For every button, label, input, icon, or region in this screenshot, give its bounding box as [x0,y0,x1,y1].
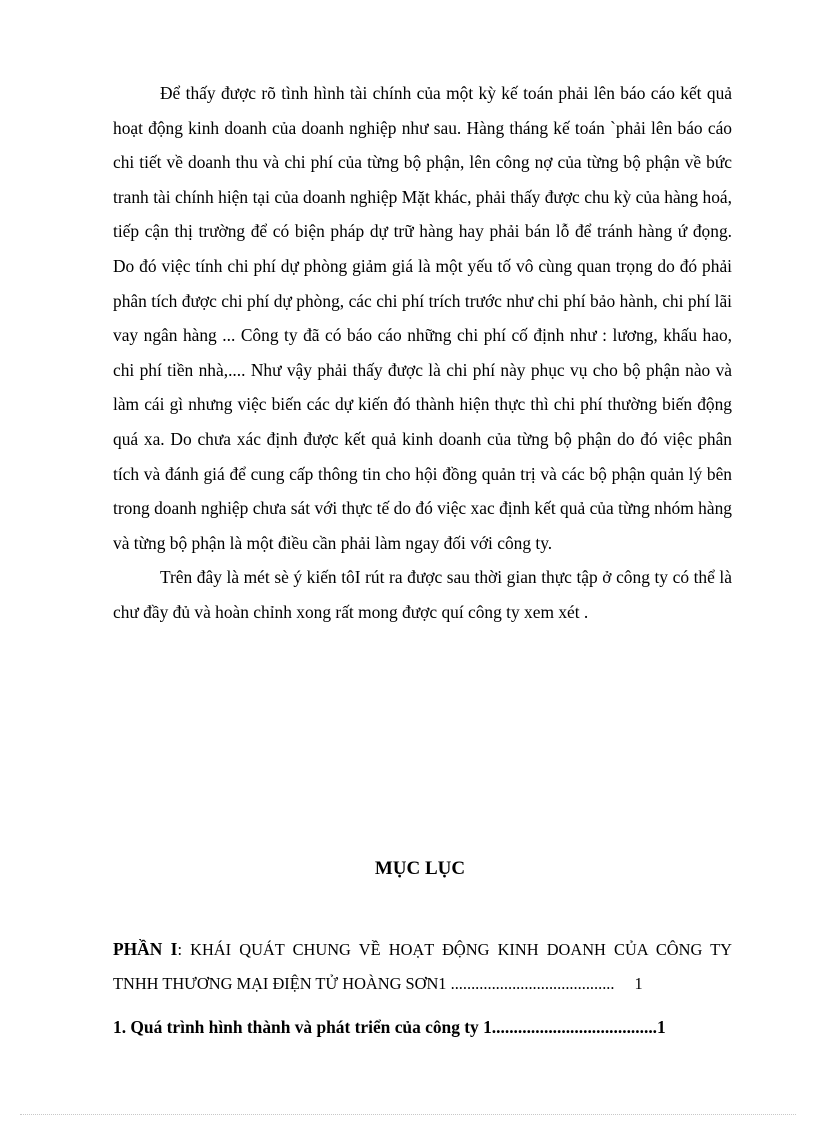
toc-entry-part-1 [113,932,732,1001]
paragraph-conclusion: Để thấy được rõ tình hình tài chính của một kỳ kế toán phải lên báo cáo kết quả hoạt động kinh doanh của doanh nghiệp như sau. Hàng tháng kế toán `phải lên báo cáo chi tiết về doanh thu và chi phí của từng bộ phận, lên công nợ của từng bộ phận về bức tranh tài chính hiện tại của doanh nghiệp Mặt khác, phải thấy được chu kỳ của hàng hoá, tiếp cận thị trường để có biện pháp dự trữ hàng hay phải bán lỗ để tránh hàng ứ đọng. Do đó việc tính chi phí dự phòng giảm giá là một yếu tố vô cùng quan trọng do đó phải phân tích được chi phí dự phòng, các chi phí trích trước như chi phí bảo hành, chi phí lãi vay ngân hàng ... Công ty đã có báo cáo những chi phí cố định như : lương, khấu hao, chi phí tiền nhà,.... Như vậy phải thấy được là chi phí này phục vụ cho bộ phận nào và làm cái gì nhưng việc biến các dự kiến đó thành hiện thực thì chi phí thường biến động quá xa. Do chưa xác định được kết quả kinh doanh của từng bộ phận do đó việc phân tích và đánh giá để cung cấp thông tin cho hội đồng quản trị và các bộ phận quản lý bên trong doanh nghiệp chưa sát với thực tế do đó việc xac định kết quả của từng nhóm hàng và từng bộ phận là một điều cần phải làm ngay đối với công ty. [113,83,732,553]
page-bottom-rule [20,1114,796,1115]
toc-part-page: 1 [634,974,643,993]
paragraph-closing: Trên đây là mét sè ý kiến tôI rút ra được sau thời gian thực tập ở công ty có thể là chư đầy đủ và hoàn chỉnh xong rất mong được quí công ty xem xét . [113,567,732,622]
toc-part-text: : KHÁI QUÁT CHUNG VỀ HOẠT ĐỘNG KINH DOANH CỦA CÔNG TY TNHH THƯƠNG MẠI ĐIỆN TỬ HOÀNG SƠN1 ........................................ [113,940,733,993]
toc-entry-1: 1. Quá trình hình thành và phát triển của công ty 1......................................1 [113,1017,666,1037]
body-text [113,76,732,630]
toc-part-label: PHẦN I [113,939,178,959]
toc-title: MỤC LỤC [374,858,466,879]
